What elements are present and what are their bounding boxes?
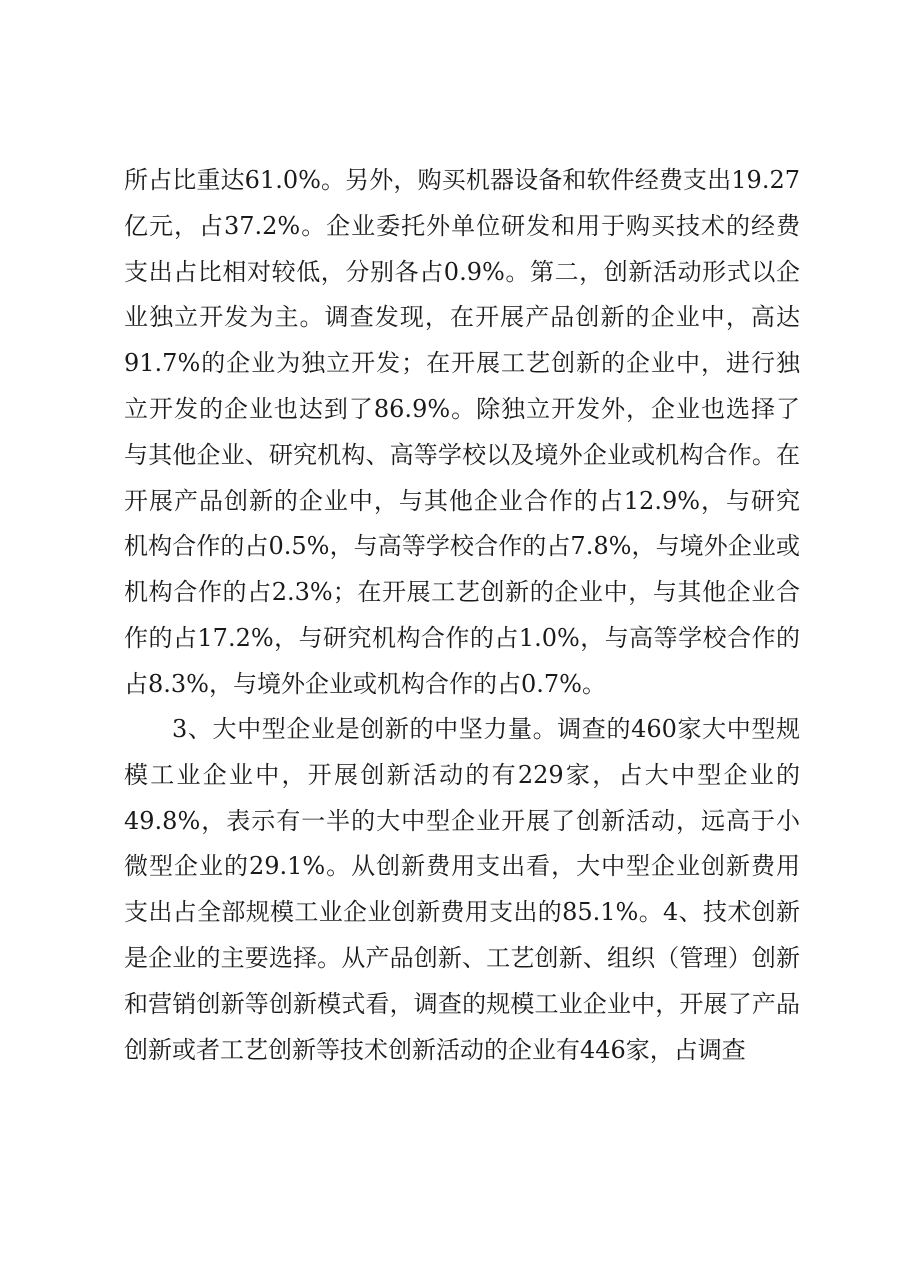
body-paragraph: 3、大中型企业是创新的中坚力量。调查的460家大中型规模工业企业中，开展创新活动的有229家，占大中型企业的49.8%，表示有一半的大中型企业开展了创新活动，远高于小微型企业的29.1%。从创新费用支出看，大中型企业创新费用支出占全部规模工业企业创新费用支出的85.1%。4、技术创新是企业的主要选择。从产品创新、工艺创新、组织（管理）创新和营销创新等创新模式看，调查的规模工业企业中，开展了产品创新或者工艺创新等技术创新活动的企业有446家，占调查 [124,715,800,1064]
body-paragraph: 所占比重达61.0%。另外，购买机器设备和软件经费支出19.27亿元，占37.2%。企业委托外单位研发和用于购买技术的经费支出占比相对较低，分别各占0.9%。第二，创新活动形式以企业独立开发为主。调查发现，在开展产品创新的企业中，高达91.7%的企业为独立开发；在开展工艺创新的企业中，进行独立开发的企业也达到了86.9%。除独立开发外，企业也选择了与其他企业、研究机构、高等学校以及境外企业或机构合作。在开展产品创新的企业中，与其他企业合作的占12.9%，与研究机构合作的占0.5%，与高等学校合作的占7.8%，与境外企业或机构合作的占2.3%；在开展工艺创新的企业中，与其他企业合作的占17.2%，与研究机构合作的占1.0%，与高等学校合作的占8.3%，与境外企业或机构合作的占0.7%。 [124,166,800,698]
